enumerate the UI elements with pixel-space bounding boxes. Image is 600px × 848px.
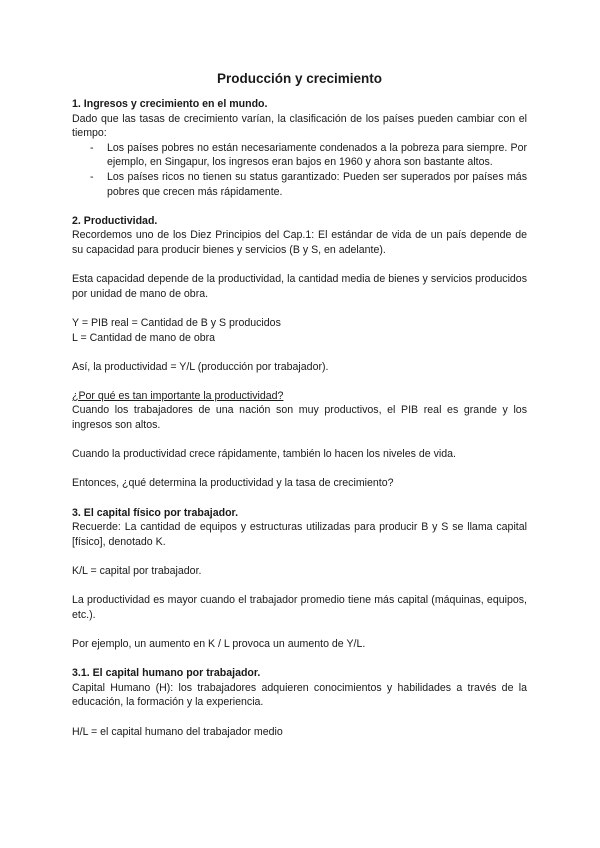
section-2-paragraph-4: Cuando los trabajadores de una nación son muy productivos, el PIB real es grande y los ingresos son altos. (72, 404, 527, 432)
section-2-question: ¿Por qué es tan importante la productividad? (72, 389, 284, 402)
section-1-intro: Dado que las tasas de crecimiento varían, la clasificación de los países pueden cambiar con el tiempo: (72, 112, 527, 140)
section-3-1-paragraph-2: H/L = el capital humano del trabajador medio (72, 725, 283, 738)
list-item (72, 141, 527, 170)
section-2-paragraph-2: Esta capacidad depende de la productividad, la cantidad media de bienes y servicios producidos por unidad de mano de obra. (72, 273, 527, 300)
section-2-paragraph-6: Entonces, ¿qué determina la productividad y la tasa de crecimiento? (72, 477, 394, 490)
section-2-heading: 2. Productividad. (72, 214, 158, 227)
list-item-text: Los países pobres no están necesariamente condenados a la pobreza para siempre. Por ejemplo, en Singapur, los ingresos eran bajos en 1960 y ahora son bastante altos. (107, 141, 527, 169)
section-3-paragraph-3: La productividad es mayor cuando el trabajador promedio tiene más capital (máquinas, equipos, etc.). (72, 594, 527, 621)
section-3-paragraph-2: K/L = capital por trabajador. (72, 565, 202, 577)
section-3-heading: 3. El capital físico por trabajador. (72, 506, 239, 519)
list-item (72, 170, 527, 199)
section-3-1-heading: 3.1. El capital humano por trabajador. (72, 667, 261, 680)
dash-bullet: - (90, 141, 94, 154)
section-2-paragraph-1: Recordemos uno de los Diez Principios del Cap.1: El estándar de vida de un país depende de su capacidad para producir bienes y servicios (B y S, en adelante). (72, 229, 527, 256)
dash-bullet: - (90, 170, 94, 183)
equation-l: L = Cantidad de mano de obra (72, 331, 216, 344)
section-3-1-paragraph-1: Capital Humano (H): los trabajadores adquieren conocimientos y habilidades a través de la educación, la formación y la experiencia. (72, 681, 527, 709)
document-page (72, 70, 527, 739)
section-2-paragraph-5: Cuando la productividad crece rápidamente, también lo hacen los niveles de vida. (72, 448, 456, 461)
section-2-paragraph-3: Así, la productividad = Y/L (producción por trabajador). (72, 360, 329, 373)
document-title: Producción y crecimiento (216, 71, 383, 86)
section-3-paragraph-1: Recuerde: La cantidad de equipos y estructuras utilizadas para producir B y S se llama capital [físico], denotado K. (72, 521, 527, 548)
equation-y: Y = PIB real = Cantidad de B y S producidos (72, 316, 281, 329)
section-1-bullet-list (72, 141, 527, 199)
section-3-paragraph-4: Por ejemplo, un aumento en K / L provoca un aumento de Y/L. (72, 637, 366, 650)
list-item-text: Los países ricos no tienen su status garantizado: Pueden ser superados por países más pobres que crecen más rápidamente. (107, 170, 527, 198)
section-1-heading: 1. Ingresos y crecimiento en el mundo. (72, 98, 268, 110)
